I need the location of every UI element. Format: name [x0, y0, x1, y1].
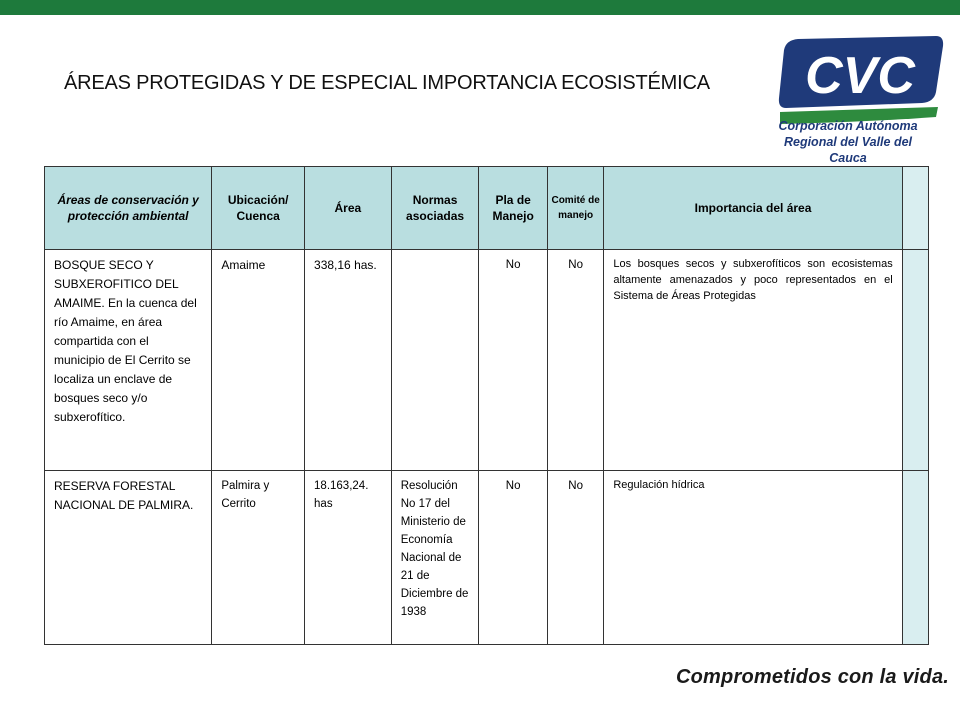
logo-line-1: Corporación Autónoma	[778, 119, 918, 133]
footer-slogan: Comprometidos con la vida.	[676, 666, 950, 688]
table-row	[45, 250, 929, 471]
table-row	[45, 471, 929, 645]
cell-normas	[391, 250, 479, 471]
header-area: Área	[305, 167, 392, 250]
logo-mark: CVC	[805, 47, 915, 105]
cell-ubicacion: Amaime	[212, 250, 305, 471]
header-importancia: Importancia del área	[604, 167, 902, 250]
cell-area-name: RESERVA FORESTAL NACIONAL DE PALMIRA.	[45, 471, 212, 645]
top-green-bar	[0, 0, 960, 15]
logo-line-2: Regional del Valle del Cauca	[783, 135, 913, 165]
slide-title: ÁREAS PROTEGIDAS Y DE ESPECIAL IMPORTANCIA ECOSISTÉMICA	[64, 72, 710, 94]
header-extra-column	[902, 167, 928, 250]
cell-plan-manejo: No	[479, 471, 548, 645]
cell-comite: No	[547, 471, 603, 645]
header-areas: Áreas de conservación y protección ambiental	[45, 167, 212, 250]
cell-extra-column	[902, 250, 928, 471]
cell-extra-column	[902, 471, 928, 645]
header-plan-manejo: Pla de Manejo	[479, 167, 548, 250]
cell-ubicacion: Palmira y Cerrito	[212, 471, 305, 645]
cell-importancia: Los bosques secos y subxerofíticos son ecosistemas altamente amenazados y poco representados en el Sistema de Áreas Protegidas	[604, 250, 902, 471]
protected-areas-table	[44, 166, 929, 645]
cell-area-name: BOSQUE SECO Y SUBXEROFITICO DEL AMAIME. En la cuenca del río Amaime, en área compartida con el municipio de El Cerrito se localiza un enclave de bosques seco y/o subxerofítico.	[45, 250, 212, 471]
header-ubicacion: Ubicación/ Cuenca	[212, 167, 305, 250]
cell-plan-manejo: No	[479, 250, 548, 471]
header-comite: Comité de manejo	[547, 167, 603, 250]
logo-caption	[768, 118, 928, 166]
cell-area: 338,16 has.	[305, 250, 392, 471]
cell-normas: Resolución No 17 del Ministerio de Economía Nacional de 21 de Diciembre de 1938	[391, 471, 479, 645]
cell-area: 18.163,24. has	[305, 471, 392, 645]
header-normas: Normas asociadas	[391, 167, 479, 250]
table-header-row	[45, 167, 929, 250]
cell-importancia: Regulación hídrica	[604, 471, 902, 645]
cell-comite: No	[547, 250, 603, 471]
